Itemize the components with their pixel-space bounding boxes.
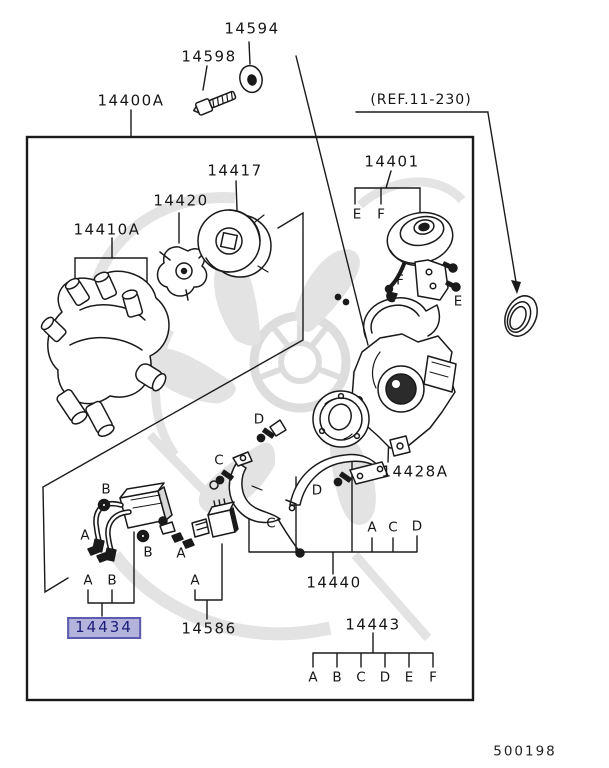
- fastener-letter-c-bottom: C: [266, 515, 276, 532]
- bracket-letter-14443-d: D: [379, 669, 391, 686]
- power-transistor-drawing: [192, 499, 238, 537]
- part-label-14401[interactable]: 14401: [364, 152, 420, 171]
- bracket-letter-14434-b: B: [107, 572, 117, 589]
- bracket-letter-14434-a: A: [83, 572, 93, 589]
- part-label-14598[interactable]: 14598: [181, 47, 237, 66]
- fastener-letter-b-top: B: [101, 481, 111, 498]
- bracket-letter-14443-b: B: [332, 669, 342, 686]
- part-label-14443[interactable]: 14443: [345, 615, 401, 634]
- part-label-14417[interactable]: 14417: [207, 161, 263, 180]
- leader-14417: [236, 181, 237, 210]
- fastener-letter-f: F: [377, 206, 385, 223]
- fastener-letter-d-right: D: [311, 482, 323, 499]
- bracket-letter-14443-e: E: [404, 669, 414, 686]
- bracket-letter-14586-a: A: [190, 572, 200, 589]
- vacuum-advance-14401-drawing: [383, 207, 458, 300]
- leader-14598: [203, 66, 207, 90]
- figure-code: 500198: [493, 743, 557, 760]
- part-label-14586[interactable]: 14586: [181, 619, 237, 638]
- bracket-14443: [313, 633, 433, 667]
- distributor-cap-drawing: [39, 270, 169, 438]
- part-label-14400A[interactable]: 14400A: [97, 91, 165, 110]
- part-label-14420[interactable]: 14420: [153, 191, 209, 210]
- fastener-letter-d-top: D: [253, 411, 265, 428]
- fastener-letter-a-left: A: [80, 527, 90, 544]
- part-label-14428A[interactable]: 14428A: [381, 462, 449, 481]
- part-label-14440[interactable]: 14440: [306, 573, 362, 592]
- part-label-14594[interactable]: 14594: [224, 19, 280, 38]
- fastener-letter-f-clip: F: [396, 272, 404, 289]
- oil-seal-drawing: [499, 291, 543, 342]
- ref-link-11-230[interactable]: (REF.11-230): [370, 92, 472, 108]
- fastener-letter-b-right: B: [143, 544, 153, 561]
- part-label-14434-selected[interactable]: 14434: [67, 617, 141, 639]
- breaker-plate-drawing: [313, 391, 369, 447]
- bracket-letter-14440-d: D: [411, 518, 423, 535]
- ref-arrowhead: [511, 280, 521, 294]
- fastener-letter-e-bolt: E: [453, 293, 463, 310]
- fastener-letter-e: E: [352, 206, 362, 223]
- rotor-14420-drawing: [158, 247, 207, 300]
- part-label-14410A[interactable]: 14410A: [73, 220, 141, 239]
- bracket-letter-14443-c: C: [356, 669, 366, 686]
- dust-cover-14417-drawing: [198, 210, 271, 277]
- bracket-letter-14440-a: A: [367, 519, 377, 536]
- ref-arrow-line: [488, 113, 517, 288]
- bolt-14598-drawing: [191, 89, 237, 118]
- fastener-letter-a-transistor: A: [176, 545, 186, 562]
- leader-14594: [249, 42, 250, 64]
- washer-14594-drawing: [237, 63, 265, 95]
- fastener-letter-c-left: C: [214, 452, 224, 469]
- bracket-letter-14440-c: C: [388, 519, 398, 536]
- bracket-letter-14443-f: F: [429, 669, 437, 686]
- bracket-letter-14443-a: A: [308, 669, 318, 686]
